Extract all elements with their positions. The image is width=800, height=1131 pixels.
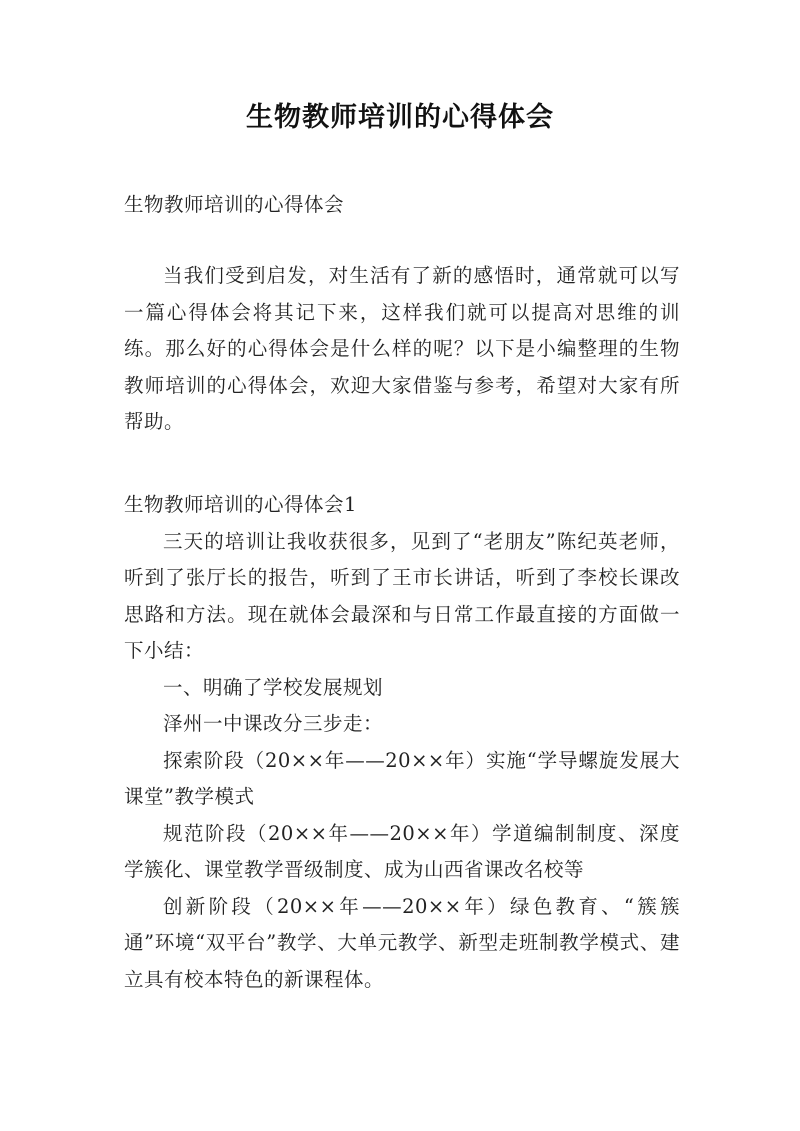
intro-paragraph: 当我们受到启发，对生活有了新的感悟时，通常就可以写一篇心得体会将其记下来，这样我们就可以提高对思维的训练。那么好的心得体会是什么样的呢？以下是小编整理的生物教师培训的心得体会，欢迎大家借鉴与参考，希望对大家有所帮助。 (124, 264, 680, 433)
page-title: 生物教师培训的心得体会 (246, 102, 554, 133)
section-1-paragraph: 规范阶段（20××年——20××年）学道编制制度、深度学簇化、课堂教学晋级制度、成为山西省课改名校等 (124, 821, 680, 881)
section-1-heading: 生物教师培训的心得体会1 (124, 493, 357, 516)
section-1 (124, 487, 680, 998)
section-1-paragraph: 泽州一中课改分三步走： (163, 712, 384, 735)
intro-section (124, 258, 680, 441)
section-1-paragraph: 三天的培训让我收获很多，见到了“老朋友”陈纪英老师，听到了张厅长的报告，听到了王市长讲话，听到了李校长课改思路和方法。现在就体会最深和与日常工作最直接的方面做一下小结： (124, 529, 680, 662)
section-1-paragraph: 探索阶段（20××年——20××年）实施“学导螺旋发展大课堂”教学模式 (124, 748, 680, 808)
subtitle-text: 生物教师培训的心得体会 (124, 193, 345, 216)
section-1-paragraph: 创新阶段（20××年——20××年）绿色教育、“簇簇通”环境“双平台”教学、大单元教学、新型走班制教学模式、建立具有校本特色的新课程体。 (124, 894, 680, 991)
section-1-paragraph: 一、明确了学校发展规划 (163, 675, 384, 699)
document-subtitle (124, 187, 680, 224)
